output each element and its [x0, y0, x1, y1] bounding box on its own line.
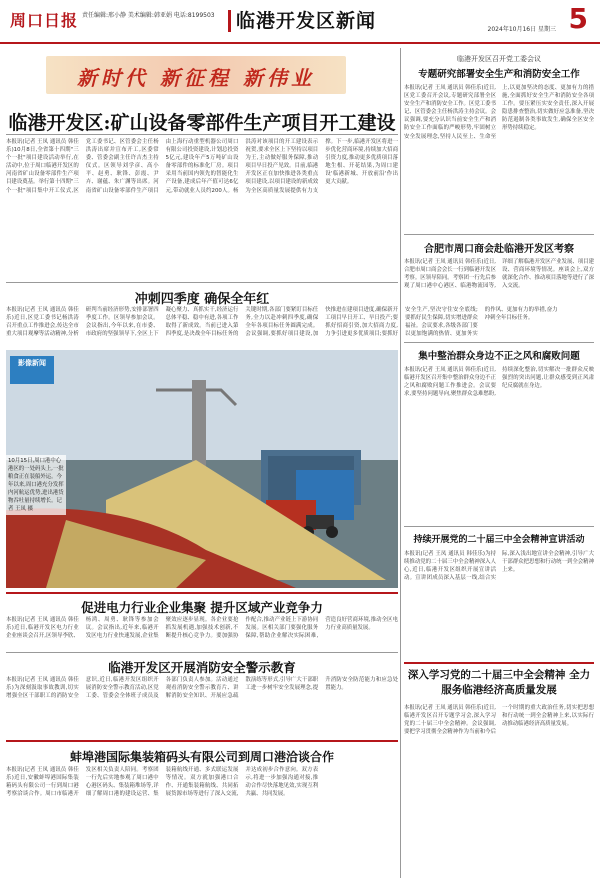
- divider: [404, 662, 594, 664]
- divider: [404, 342, 594, 343]
- divider: [404, 234, 594, 235]
- issue-date: 2024年10月16日 星期三: [487, 26, 556, 33]
- r4-body: 本报讯(记者 王凤 通讯员 韩佳乐)为持续推动党的二十届三中全会精神深入人心,近日,临港开发区组织开展宣讲活动。宣讲团成员深入基层一线,结合实际,深入浅出地宣讲全会精神,引导广大干部群众把思想和行动统一到全会精神上来。: [404, 551, 594, 582]
- sec5-headline[interactable]: 蚌埠港国际集装箱码头有限公司到周口港洽谈合作: [69, 750, 334, 764]
- section-title: 临港开发区新闻: [236, 10, 377, 32]
- editor-credits: 责任编辑:邢小静 美术编辑:韩亚娟 电话:8199503: [82, 12, 215, 19]
- right-kicker: 临港开发区召开党工委会议: [457, 55, 541, 63]
- divider: [6, 652, 398, 653]
- divider: [404, 526, 594, 527]
- divider: [6, 134, 398, 135]
- newspaper-logo: 周口日报: [10, 11, 79, 30]
- sec3-body: 本报讯(记者 王凤 通讯员 韩佳乐)近日,临港开发区电力行业企业座谈会召开,区领导李欣、杨鸿、周勇、耿锋等参加会议。会议指出,近年来,临港开发区电力行业快速发展,企业集聚效应逐步显现。各企业要抢抓发展机遇,加强技术创新,不断提升核心竞争力。要加强协作配合,推动产业链上下游协同发展。区相关部门要强化服务保障,帮助企业解决实际困难,营造良好营商环境,推动全区电力行业高质量发展。: [6, 617, 398, 640]
- column-divider: [400, 48, 401, 878]
- sec2-body: 本报讯(记者 王凤 通讯员 韩佳乐)近日,区党工委书记杨洪涛召开重点工作推进会,传达全市重大项目观摩等活动精神,分析研判当前经济形势,安排部署四季度工作。区领导参加会议。会议指出,今年以来,在市委、市政府的坚强领导下,全区上下凝心聚力、真抓实干,经济运行总体平稳、稳中有进,各项工作取得了新成效。当前已进入第四季度,是决战全年目标任务的关键时期,各部门要紧盯目标任务,全力以赴冲刺四季度,确保全年各项目标任务圆满完成。会议强调,要抓好项目建设,加快推进在建项目进度,确保新开工项目早日开工、早日投产;要抓好招商引资,加大招商力度,力争引进更多优质项目;要抓好安全生产,坚决守住安全底线;要抓好民生保障,切实增进群众福祉。会议要求,各级各部门要以更加饱满的热情、更加务实的作风、更加有力的举措,奋力冲刺全年目标任务。: [6, 307, 558, 338]
- r1-body: 本报讯(记者 王凤 通讯员 韩佳乐)近日,区党工委召开会议,专题研究部署全区安全生产和消防安全工作。区党工委书记、区管委会主任杨洪涛主持会议。会议强调,要充分认识当前安全生产和消防安全工作面临的严峻形势,牢固树立安全发展理念,坚持人民至上、生命至上,以更加坚决的态度、更加有力的措施,全面抓好安全生产和消防安全各项工作。要压紧压实安全责任,深入开展隐患排查整治,切实做好应急准备,坚决防范遏制各类事故发生,确保全区安全形势持续稳定。: [404, 85, 594, 140]
- r5-headline[interactable]: 深入学习党的二十届三中全会精神 全力服务临港经济高质量发展: [407, 669, 591, 696]
- r3-body: 本报讯(记者 王凤 通讯员 韩佳乐)近日,临港开发区召开集中整治群众身边不正之风和腐败问题工作推进会。会议要求,要坚持问题导向,聚焦群众急难愁盼,持续深化整治,切实解决一批群众反映强烈的突出问题,让群众感受到正风肃纪反腐就在身边。: [404, 367, 594, 398]
- page-number: 5: [568, 2, 588, 35]
- section-marker: [228, 10, 231, 32]
- r3-headline[interactable]: 集中整治群众身边不正之风和腐败问题: [418, 351, 580, 362]
- divider: [6, 740, 398, 742]
- sec4-body: 本报讯(记者 王凤 通讯员 韩佳乐)为深刻汲取事故教训,切实增强全区干部职工的消防安全意识,近日,临港开发区组织开展消防安全警示教育活动,区党工委、管委会全体班子成员及各部门负责人参加。活动通过观看消防安全警示教育片、讲解消防安全知识、开展应急疏散演练等形式,引导广大干部职工进一步树牢安全发展理念,提升消防安全防范能力和应急处置能力。: [6, 677, 398, 700]
- lead-body: 本报讯(记者 王凤 通讯员 韩佳乐)10月8日,全省第十四期"三个一批"项目建设活动举行,在活动中,位于周口临港开发区的河南省矿山设备零部件生产项目建设奠基。举行第十四期"三个一批"项目集中开工仪式,区党工委书记、区管委会主任杨洪涛出席并宣布开工,区委常委、管委会副主任许吉杰主持仪式。区领导刘学彦、高小平、赵勇、耿锋、彭霞、尹卉、谢蕴、朱广渊等出席。河南省矿山设备零部件生产项目由上海行动重型机器公司周口有限公司投资建设,计划总投资5亿元,建设年产5万吨矿山设备零部件的标准化厂房。项目采用当前国内领先的智能化生产设备,建成后年产值可达6亿元,带动就业人员约200人。杨洪涛对该项目的开工建设表示祝贺,要求全区上下坚持以项目为王,主动做好服务保障,推动项目早日投产见效。目前,临港开发区正在加快推进各类重点项目建设,以项目建设的新成效为全区高质量发展提供有力支撑。下一步,临港开发区将进一步优化营商环境,持续加大招商引资力度,推动更多优质项目落地生根、开花结果,为周口建设'临港新城、开放前沿'作出更大贡献。: [6, 139, 398, 194]
- page-header: [0, 0, 600, 44]
- lead-headline[interactable]: 临港开发区:矿山设备零部件生产项目开工建设: [8, 112, 396, 134]
- sec4-headline[interactable]: 临港开发区开展消防安全警示教育: [108, 660, 296, 675]
- photo-caption: 10月15日,周口港中心港区的一处码头上,一批粮食正在装船外运。今年以来,周口港充分发挥内河航运优势,进出港货物吞吐量持续增长。记者 王凤 摄: [6, 455, 66, 515]
- r1-headline[interactable]: 专题研究部署安全生产和消防安全工作: [418, 69, 580, 80]
- r2-headline[interactable]: 合肥市周口商会赴临港开发区考察: [424, 244, 574, 255]
- sec5-body: 本报讯(记者 王凤 通讯员 韩佳乐)近日,安徽蚌埠港国际集装箱码头有限公司一行到周口港考察洽谈合作。周口市临港开发区相关负责人陪同。考察团一行先后实地参观了周口港中心港区码头、集装箱堆场等,详细了解周口港的建设运营、集装箱航线开通、多式联运发展等情况。双方就加强港口合作、开通集装箱航线、共同拓展货源市场等进行了深入交流,并达成初步合作意向。双方表示,将进一步加强沟通对接,推动合作尽快落地见效,实现互利共赢、共同发展。: [6, 767, 319, 798]
- divider: [6, 592, 398, 594]
- divider: [6, 282, 398, 283]
- r5-body: 本报讯(记者 王凤 通讯员 韩佳乐)近日,临港开发区召开专题学习会,深入学习党的二十届三中全会精神。会议强调,要把学习贯彻全会精神作为当前和今后一个时期的重大政治任务,切实把思想和行动统一到全会精神上来,以实际行动推动临港经济高质量发展。: [404, 705, 594, 736]
- sec2-headline[interactable]: 冲刺四季度 确保全年红: [134, 292, 270, 307]
- photo-news-tag: 影像新闻: [10, 356, 54, 384]
- r4-headline[interactable]: 持续开展党的二十届三中全会精神宣讲活动: [413, 535, 585, 545]
- theme-banner: [46, 56, 346, 94]
- banner-slogan: 新时代 新征程 新伟业: [77, 66, 315, 90]
- sec3-headline[interactable]: 促进电力行业企业集聚 提升区域产业竞争力: [81, 600, 323, 615]
- r2-body: 本报讯(记者 王凤 通讯员 韩佳乐)近日,合肥市周口商会会长一行到临港开发区考察。区领导陪同。考察团一行先后参观了周口港中心港区、临港物流园等,详细了解临港开发区产业发展、项目建设、营商环境等情况。座谈会上,双方就深化合作、推动项目落地等进行了深入交流。: [404, 259, 594, 290]
